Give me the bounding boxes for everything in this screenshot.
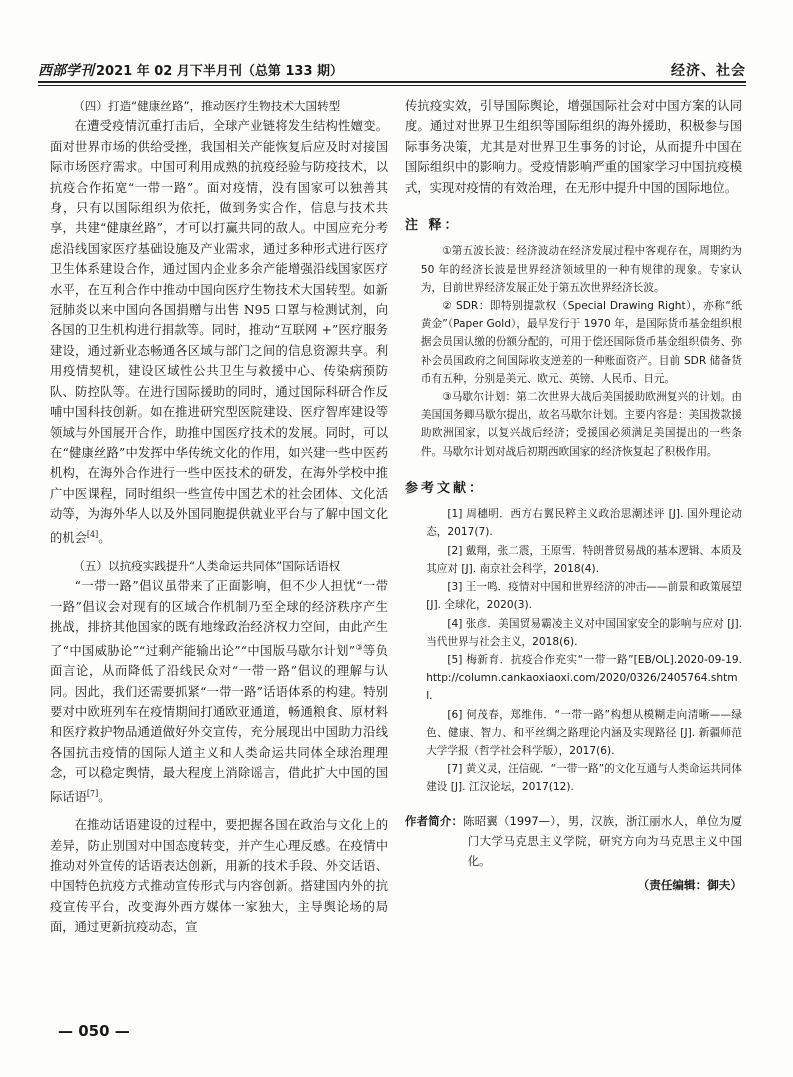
citation: [7]	[86, 788, 99, 798]
note-mark: ③	[355, 642, 364, 652]
right-column	[405, 96, 742, 996]
paragraph	[50, 116, 388, 548]
header-rule-thick	[38, 81, 746, 83]
author-bio	[405, 811, 742, 871]
header-rule-thin	[38, 85, 746, 86]
journal-name: 西部学刊	[38, 63, 94, 79]
reference-item: [6] 何茂春，郑维伟．“一带一路”构想从模糊走向清晰——绿色、健康、智力、和平丝绸之路理论内涵及实现路径 [J]. 新疆师范大学学报（哲学社会科学版），2017(6).	[426, 708, 742, 757]
notes-heading: 注 释：	[405, 218, 461, 234]
note-item: ③马歇尔计划：第二次世界大战后美国援助欧洲复兴的计划。由美国国务卿马歇尔提出，故名马歇尔计划。主要内容是：美国拨款援助欧洲国家，以复兴战后经济；受援国必须满足美国提出的一些条件。马歇尔计划对战后初期西欧国家的经济恢复起了积极作用。	[420, 391, 742, 458]
section-name: 经济、社会	[671, 63, 746, 79]
paragraph-continued: 传抗疫实效，引导国际舆论，增强国际社会对中国方案的认同度。通过对世界卫生组织等国际组织的海外援助，积极参与国际事务决策，尤其是对世界卫生事务的讨论，从而提升中国在国际组织中的影响力。受疫情影响严重的国家学习中国抗疫模式，实现对疫情的有效治理，在无形中提升中国的国际地位。	[405, 99, 742, 195]
running-header	[38, 58, 746, 80]
note-item: ② SDR：即特别提款权（Special Drawing Right），亦称“纸黄金”（Paper Gold），最早发行于 1970 年，是国际货币基金组织根据会员国认缴的份额分配的，可用于偿还国际货币基金组织债务、弥补会员国政府之间国际收支逆差的一种账面资产。目前 SDR 储备货币有五种，分别是美元、欧元、英镑、人民币、日元。	[420, 300, 742, 385]
paragraph-text: 等负面言论，从而降低了沿线民众对“一带一路”倡议的理解与认同。因此，我们还需要抓紧“一带一路”话语体系的构建。特别要对中欧班列车在疫情期间打通欧亚通道，畅通粮食、原材料和医疗救护物品通道做好外交宣传，充分展现出中国助力沿线各国抗击疫情的国际人道主义和人类命运共同体全球治理理念，可以稳定舆情，最大程度上消除谣言，借此扩大中国的国际话语	[50, 643, 388, 804]
reference-item: [5] 梅新育．抗疫合作充实“一带一路”[EB/OL].2020-09-19. http://column.cankaoxiaoxi.com/2020/0326/2405764.shtml.	[426, 653, 742, 703]
page-number: — 050 —	[58, 1022, 130, 1040]
responsible-editor: （责任编辑：御夫）	[637, 877, 742, 892]
reference-item: [2] 戴翔，张二震，王原雪．特朗普贸易战的基本逻辑、本质及其应对 [J]. 南京社会科学，2018(4).	[426, 544, 742, 575]
reference-item: [3] 王一鸣．疫情对中国和世界经济的冲击——前景和政策展望 [J]. 全球化，2020(3).	[426, 581, 742, 612]
subsection-5-title: （五）以抗疫实践提升“人类命运共同体”国际话语权	[73, 559, 341, 574]
issue-info: 2021 年 02 月下半月刊（总第 133 期）	[96, 64, 344, 79]
paragraph-end: 。	[98, 530, 111, 545]
paragraph-text: “一带一路”倡议虽带来了正面影响，但不少人担忧“一带一路”倡议会对现有的区域合作机制乃至全球的经济秩序产生挑战，排挤其他国家的既有地缘政治经济权力空间，由此产生了“中国威胁论”“过剩产能输出论”“中国版马歇尔计划”	[50, 579, 388, 658]
note-item: ①第五波长波：经济波动在经济发展过程中客观存在，周期约为 50 年的经济长波是世界经济领域里的一种有规律的现象。专家认为，目前世界经济发展正处于第五次世界经济长波。	[420, 245, 742, 294]
author-bio-label: 作者简介：	[405, 813, 464, 828]
paragraph: 在推动话语建设的过程中，要把握各国在政治与文化上的差异，防止别国对中国态度转变，并产生心理反感。在疫情中推动对外宣传的话语表达创新，用新的技术手段、外交话语、中国特色抗疫方式推动宣传形式与内容创新。搭建国内外的抗疫宣传平台，改变海外西方媒体一家独大，主导舆论场的局面，通过更新抗疫动态，宣	[50, 818, 388, 935]
left-column	[50, 96, 388, 1016]
author-bio-text: 陈昭翼（1997—），男，汉族，浙江丽水人，单位为厦门大学马克思主义学院，研究方向为马克思主义中国化。	[463, 813, 742, 868]
reference-item: [1] 周穗明．西方右翼民粹主义政治思潮述评 [J]. 国外理论动态，2017(7).	[426, 508, 742, 539]
paragraph-text: 在遭受疫情沉重打击后，全球产业链将发生结构性嬗变。面对世界市场的供给受挫，我国相关产能恢复后应及时对接国际市场医疗需求。中国可利用成熟的抗疫经验与防疫技术，以抗疫合作拓宽“一带一路”。面对疫情，没有国家可以独善其身，只有以国际组织为依托，做到务实合作，信息与技术共享，共建“健康丝路”，才可以打赢共同的敌人。中国应充分考虑沿线国家医疗基础设施及产业需求，通过多种形式进行医疗卫生体系建设合作，通过国内企业多余产能增强沿线国家医疗水平，在互利合作中推动中国向医疗生物技术大国转型。如新冠肺炎以来中国向各国捐赠与出售 N95 口罩与检测试剂，向各国的卫生机构进行捐款等。同时，推动“互联网 +”医疗服务建设，通过新业态畅通各区域与部门之间的信息资源共享。利用疫情契机，建设区域性公共卫生与救援中心、传染病预防队、防控队等。在进行国际援助的同时，通过国际科研合作反哺中国科技创新。如在推进研究型医院建设、医疗智库建设等领域与外国展开合作，助推中国医疗技术的发展。同时，可以在“健康丝路”中发挥中华传统文化的作用，如兴建一些中医药机构，在海外合作进行一些中医技术的研发，在海外学校中推广中医课程，同时组织一些宣传中国艺术的社会团体、文化活动等，为海外华人以及外国同胞提供就业平台与了解中国文化的机会	[50, 119, 388, 545]
reference-item: [4] 张彦．美国贸易霸凌主义对中国国家安全的影响与应对 [J]. 当代世界与社会主义，2018(6).	[426, 617, 742, 648]
header-journal-issue	[38, 60, 343, 80]
citation: [4]	[86, 529, 99, 539]
paragraph-end: 。	[98, 789, 111, 804]
reference-item: [7] 黄义灵，汪信砚．“一带一路”的文化互通与人类命运共同体建设 [J]. 江汉论坛，2017(12).	[426, 763, 742, 794]
paragraph	[50, 576, 388, 807]
subsection-4-title: （四）打造“健康丝路”，推动医疗生物技术大国转型	[73, 99, 341, 113]
references-heading: 参考文献：	[405, 480, 486, 496]
